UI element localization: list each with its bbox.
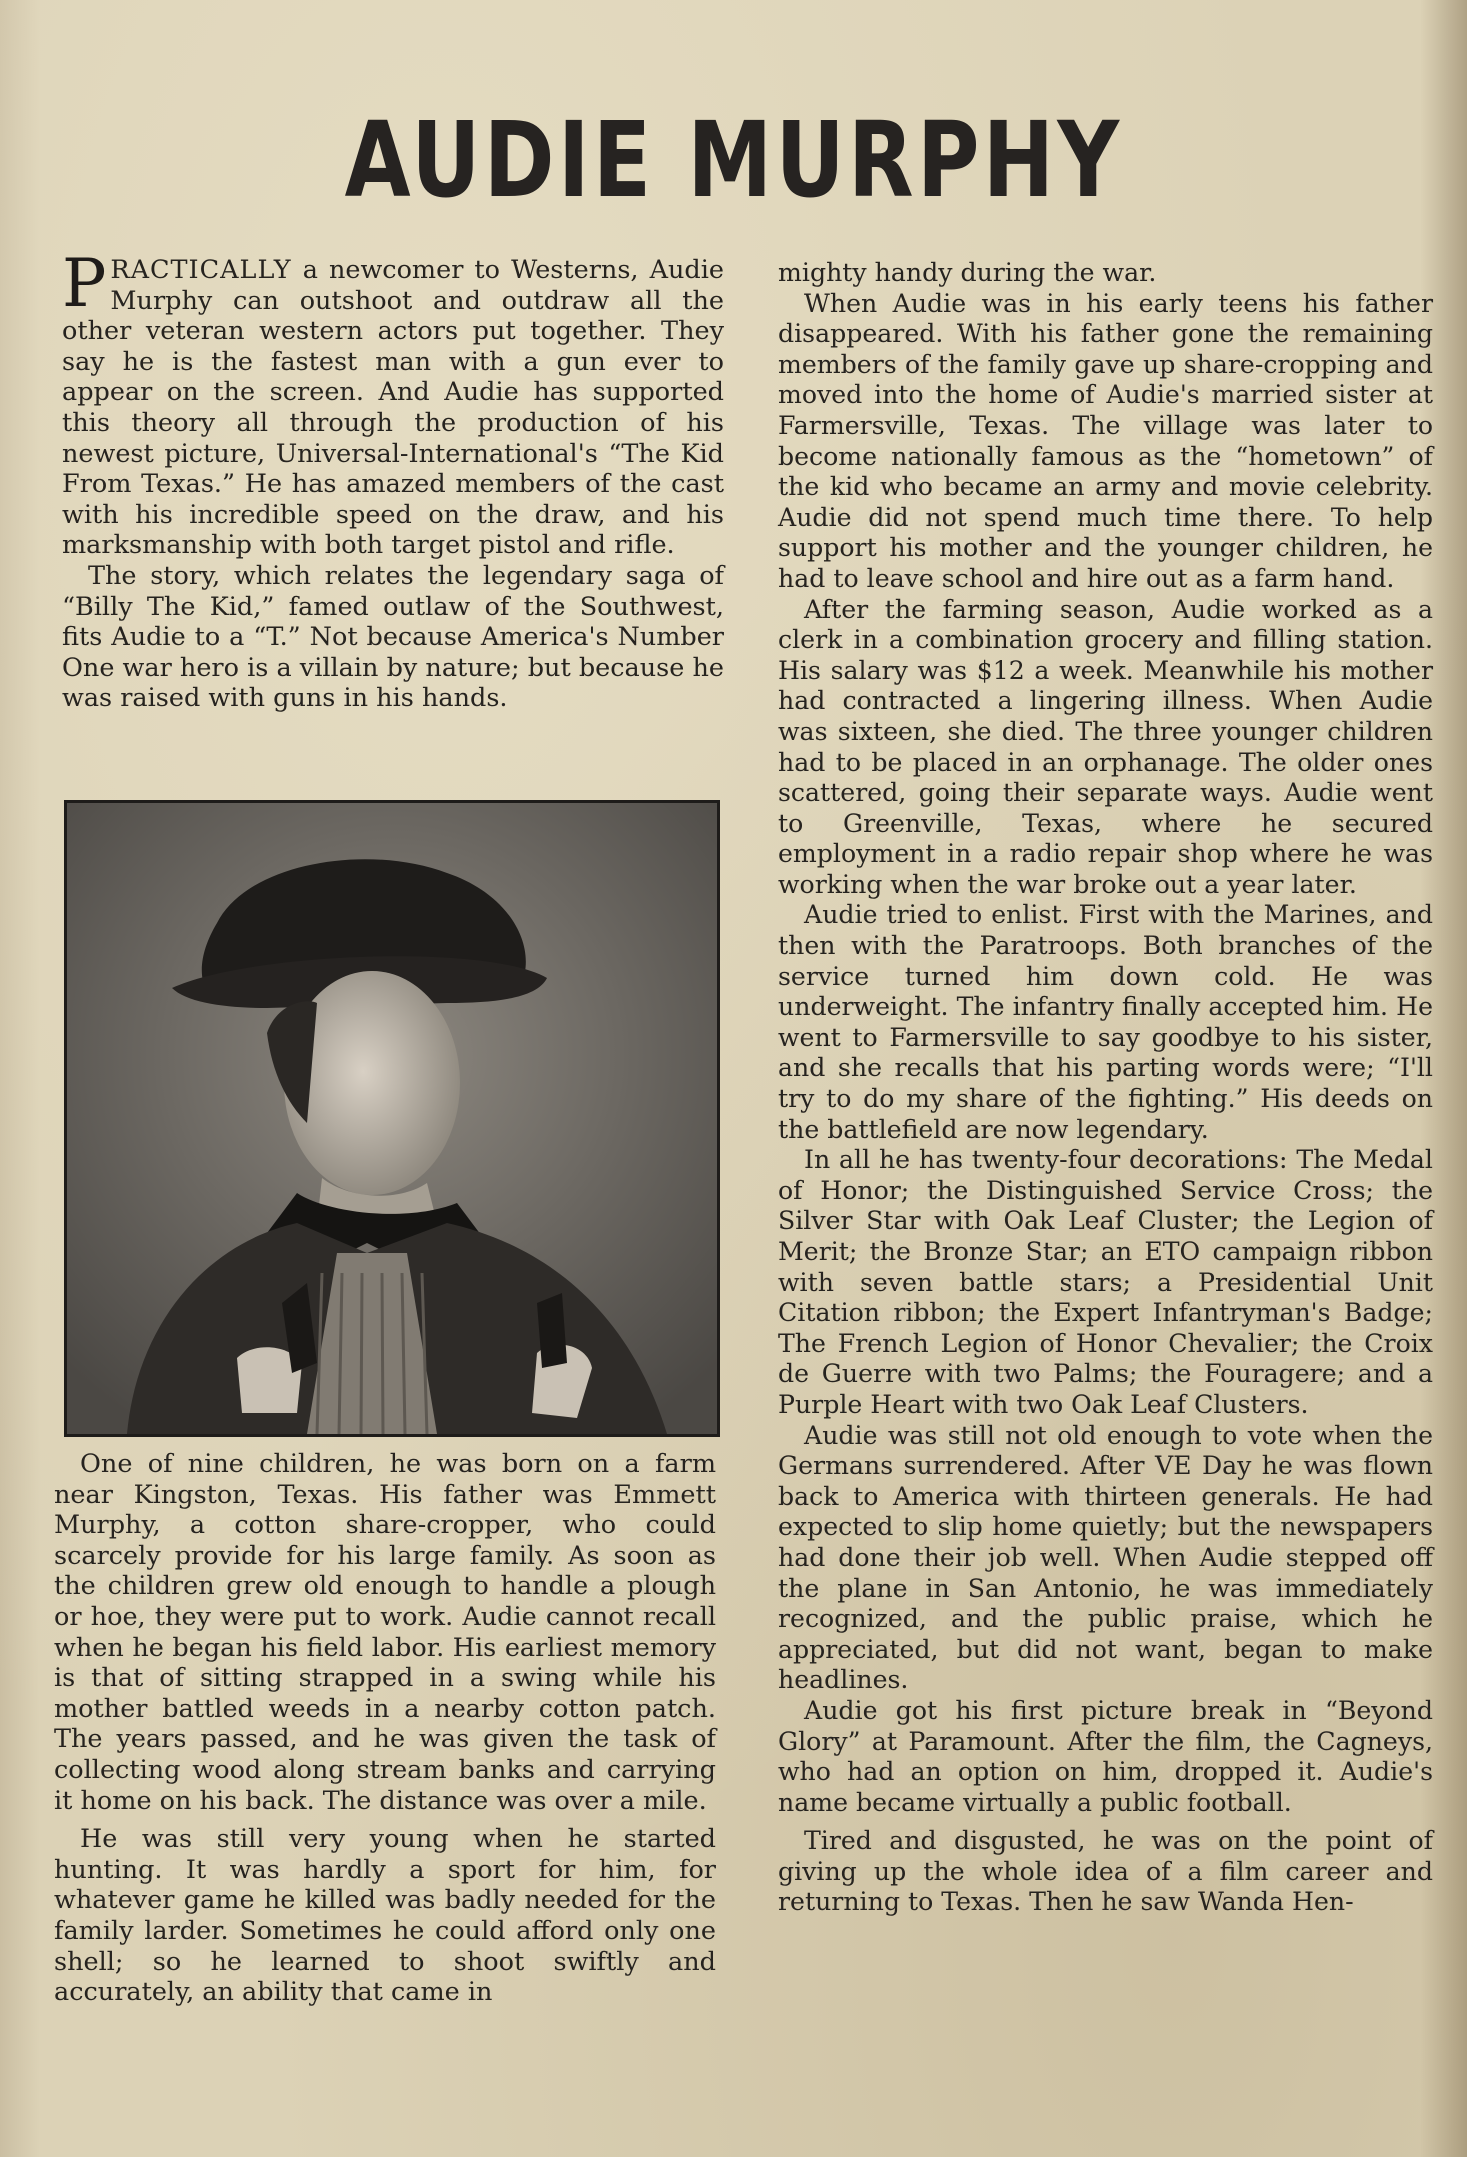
paragraph-hunting: He was still very young when he started hunting. It was hardly a sport for him, for whatever game he killed was badly needed for the family larder. Sometimes he could afford only one shell; so he learned to shoot swiftly and accurately, an ability that came in [54,1824,716,2008]
paragraph-film-break: Audie got his first picture break in “Beyond Glory” at Paramount. After the film, the Cagneys, who had an option on him, dropped it. Audie's name became virtually a public football. [778,1695,1433,1817]
paragraph-decorations: In all he has twenty-four decorations: The Medal of Honor; the Distinguished Service Cross; the Silver Star with Oak Leaf Cluster; the Legion of Merit; the Bronze Star; an ETO campaign ribbon with seven battle stars; a Presidential Unit Citation ribbon; the Expert Infantryman's Badge; The French Legion of Honor Chevalier; the Croix de Guerre with two Palms; the Fouragere; and a Purple Heart with two Oak Leaf Clusters. [778,1145,1433,1419]
paragraph-story: The story, which relates the legendary saga of “Billy The Kid,” famed outlaw of the Southwest, fits Audie to a “T.” Not because America's Number One war hero is a villain by nature; but because he was raised with guns in his hands. [62,560,724,714]
lead-word: RACTICALLY [110,255,292,285]
paragraph-disgusted: Tired and disgusted, he was on the point of giving up the whole idea of a film career and returning to Texas. Then he saw Wanda Hen- [778,1826,1433,1917]
paragraph-intro [62,245,724,561]
left-column-top [62,245,724,714]
paragraph-enlist: Audie tried to enlist. First with the Marines, and then with the Paratroops. Both branches of the service turned him down cold. He was underweight. The infantry finally accepted him. He went to Farmersville to say goodbye to his sister, and she recalls that his parting words were; “I'll try to do my share of the fighting.” His deeds on the battlefield are now legendary. [778,900,1433,1144]
paragraph-return: Audie was still not old enough to vote when the Germans surrendered. After VE Day he was flown back to America with thirteen generals. He had expected to slip home quietly; but the newspapers had done their job well. When Audie stepped off the plane in San Antonio, he was immediately recognized, and the public praise, which he appreciated, but did not want, began to make headlines. [778,1420,1433,1695]
paragraph-family: When Audie was in his early teens his father disappeared. With his father gone the remaining members of the family gave up share-cropping and moved into the home of Audie's married sister at Farmersville, Texas. The village was later to become nationally famous as the “hometown” of the kid who became an army and movie celebrity. Audie did not spend much time there. To help support his mother and the younger children, he had to leave school and hire out as a farm hand. [778,288,1433,593]
paragraph-childhood: One of nine children, he was born on a farm near Kingston, Texas. His father was Emmett Murphy, a cotton share-cropper, who could scarcely provide for his large family. As soon as the children grew old enough to handle a plough or hoe, they were put to work. Audie cannot recall when he began his field labor. His earliest memory is that of sitting strapped in a swing while his mother battled weeds in a nearby cotton patch. The years passed, and he was given the task of collecting wood along stream banks and carrying it home on his back. The distance was over a mile. [54,1449,716,1816]
portrait-illustration [67,803,717,1434]
left-column-bottom [54,1449,716,2008]
paragraph-continuation: mighty handy during the war. [778,258,1157,287]
right-column [778,258,1433,1918]
drop-cap: P [62,245,107,322]
portrait-photo [64,800,720,1437]
intro-text: a newcomer to Westerns, Audie Murphy can outshoot and outdraw all the other veteran western actors put together. They say he is the fastest man with a gun ever to appear on the screen. And Audie has supported this theory all through the production of his newest picture, Universal-International's “The Kid From Texas.” He has amazed members of the cast with his incredible speed on the draw, and his marksmanship with both target pistol and rifle. [62,255,724,561]
paragraph-work: After the farming season, Audie worked as a clerk in a combination grocery and filling station. His salary was $12 a week. Meanwhile his mother had contracted a lingering illness. When Audie was sixteen, she died. The three younger children had to be placed in an orphanage. The older ones scattered, going their separate ways. Audie went to Greenville, Texas, where he secured employment in a radio repair shop where he was working when the war broke out a year later. [778,594,1433,899]
article-title: AUDIE MURPHY [344,99,1123,221]
